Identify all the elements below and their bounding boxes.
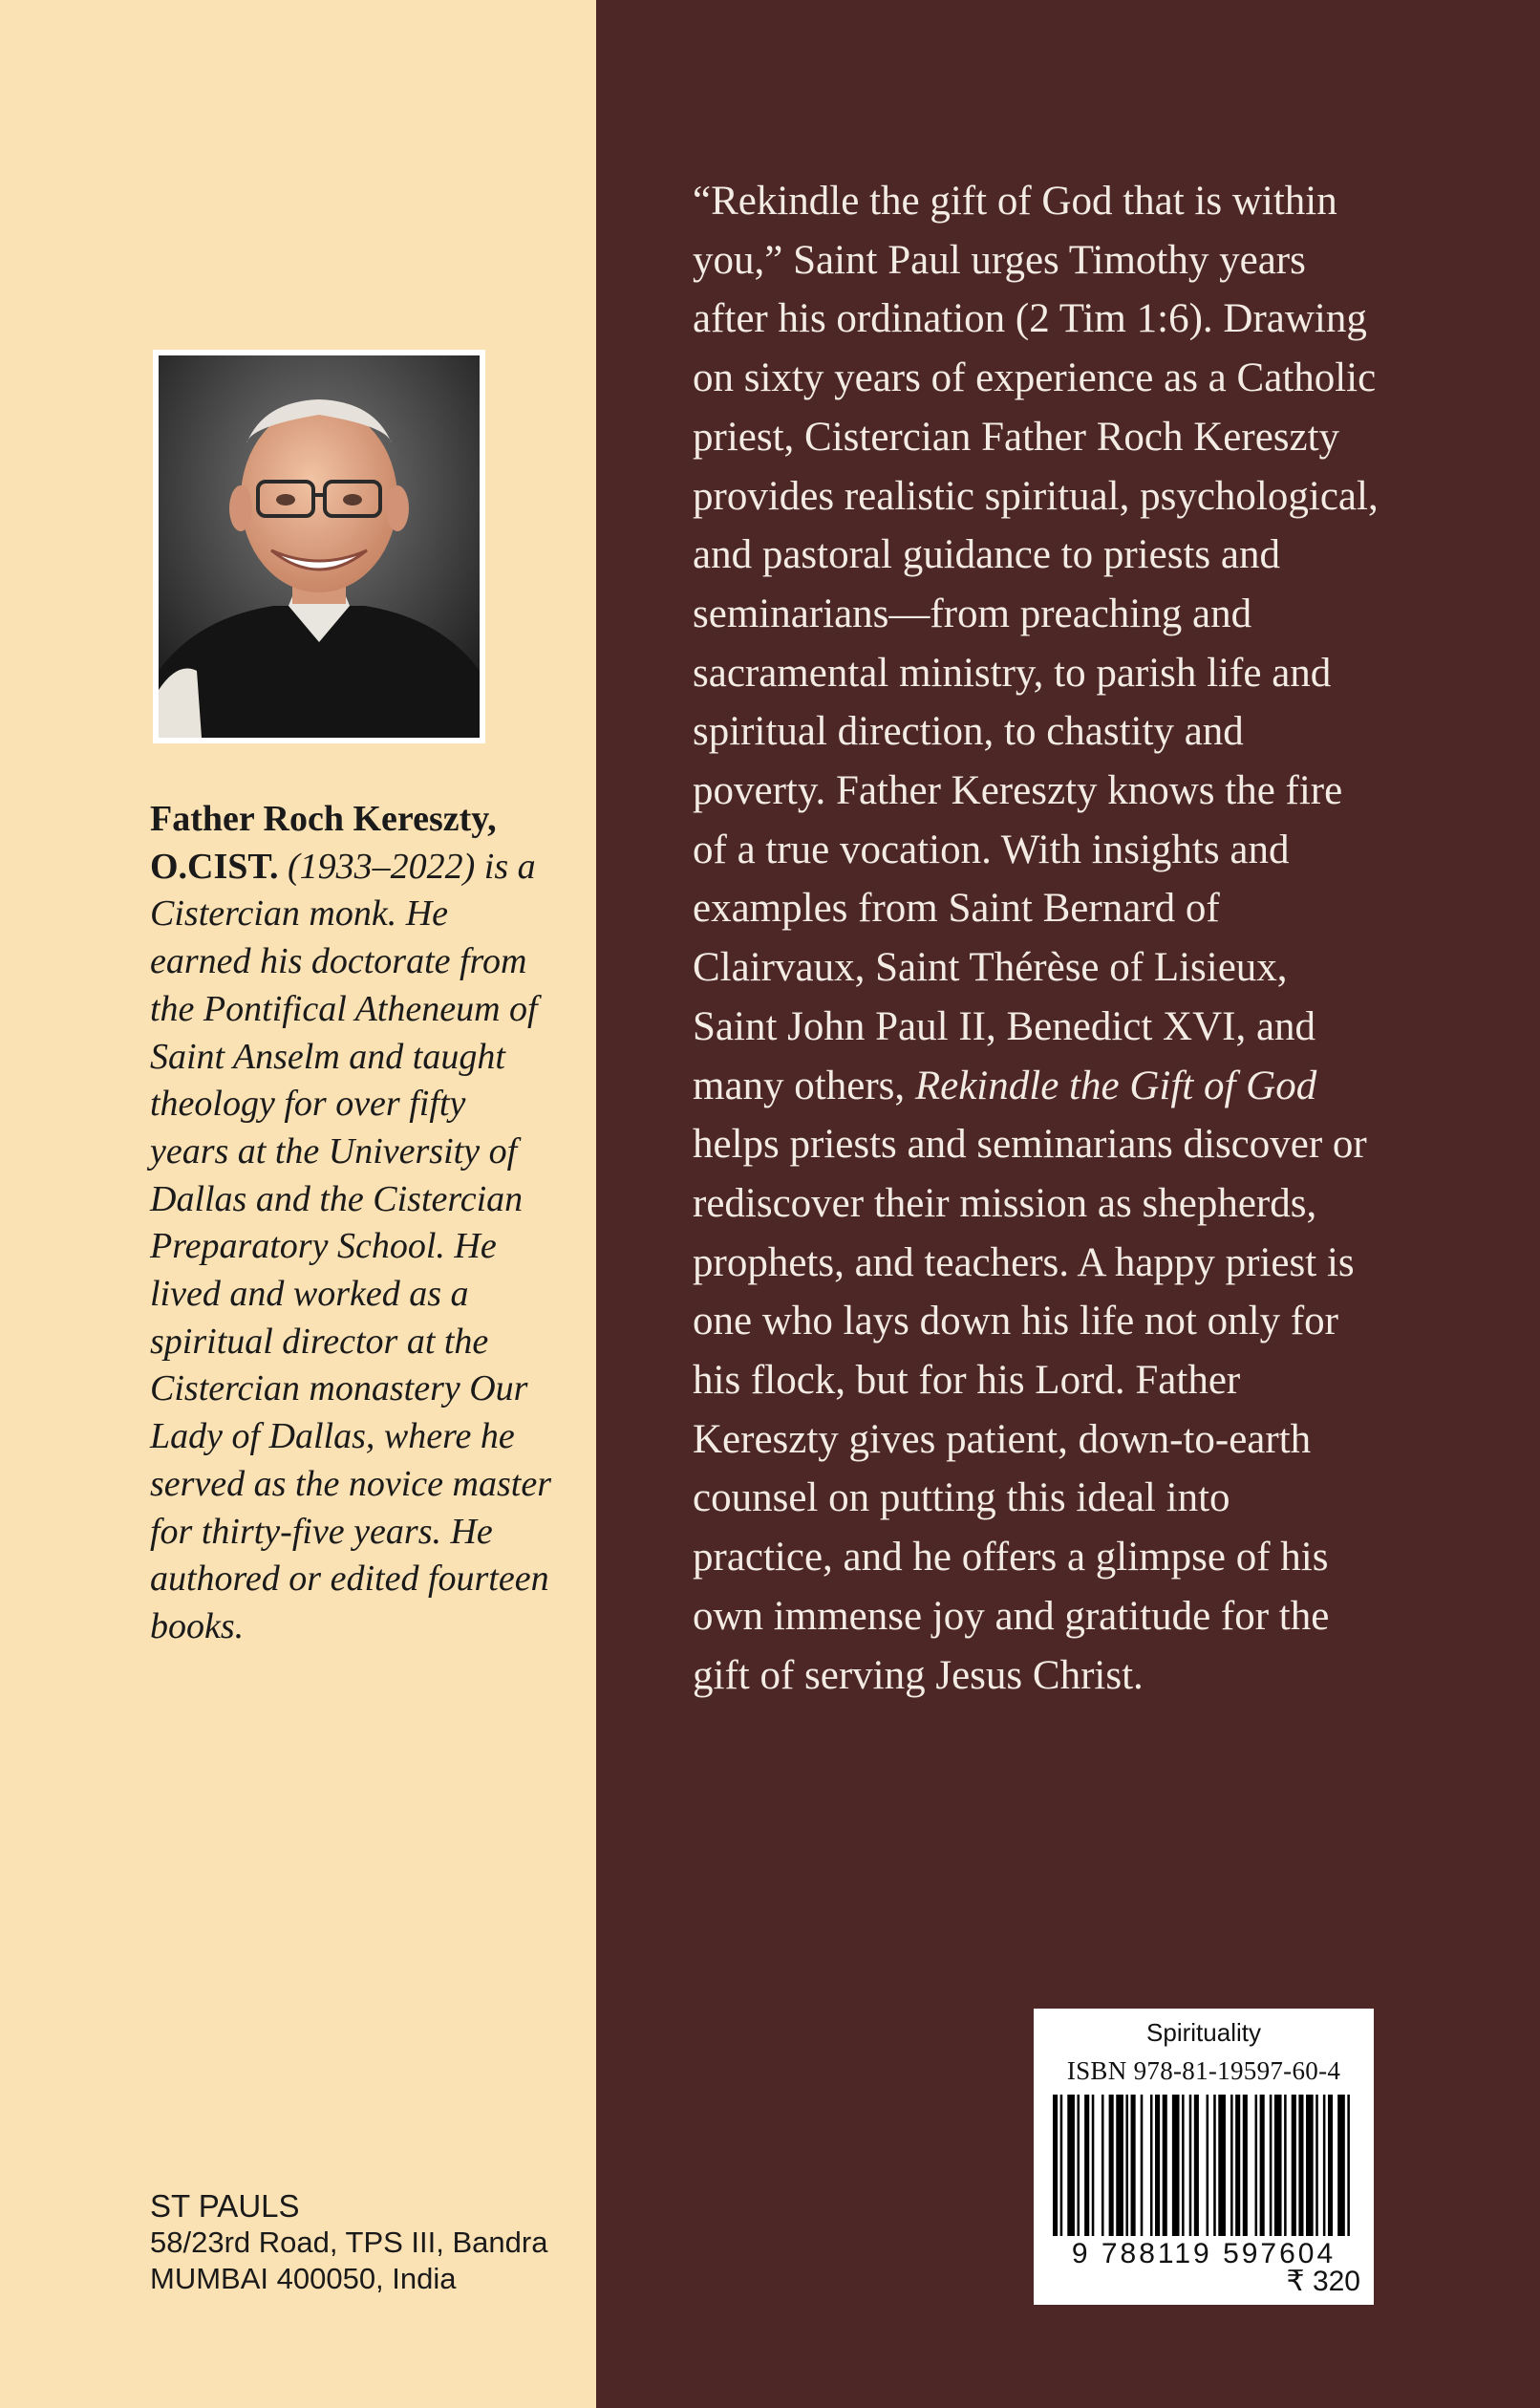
barcode-bar [1194, 2095, 1199, 2236]
barcode-bar [1315, 2095, 1318, 2236]
barcode-bar [1182, 2095, 1185, 2236]
barcode-bar [1260, 2095, 1265, 2236]
barcode-bar [1084, 2095, 1089, 2236]
barcode-bar [1141, 2095, 1144, 2236]
barcode-bar [1189, 2095, 1192, 2236]
barcode-bar [1323, 2095, 1326, 2236]
author-name: Father Roch Kereszty, [150, 799, 497, 839]
barcode-bar [1150, 2095, 1153, 2236]
blurb-book-title: Rekindle the Gift of God [914, 1063, 1317, 1108]
barcode-bar [1328, 2095, 1333, 2236]
barcode-digits: 9 788119 597604 [1071, 2238, 1337, 2269]
publisher-address-line1: 58/23rd Road, TPS III, Bandra [150, 2225, 548, 2259]
barcode-bar [1060, 2095, 1063, 2236]
publisher-name: ST PAULS [150, 2188, 300, 2224]
barcode-bar [1067, 2095, 1075, 2236]
isbn-label: ISBN 978-81-19597-60-4 [1066, 2056, 1341, 2085]
barcode-bar [1298, 2095, 1303, 2236]
author-bio [150, 796, 551, 1651]
blurb-text-part2: helps priests and seminarians discover or rediscover their mission as shepherds, prophets, and teachers. A happy priest is one who lays down his life not only for his flock, but for his Lord. Father Kereszty gives patient, down-to-earth counsel on putting this ideal into practice, and he offers a glimpse of his own immense joy and gratitude for the gift of serving Jesus Christ. [693, 1122, 1367, 1698]
publisher-info [150, 2188, 547, 2297]
barcode-bar [1274, 2095, 1282, 2236]
barcode-bar [1255, 2095, 1258, 2236]
barcode-bar [1347, 2095, 1350, 2236]
price-label: ₹ 320 [1286, 2266, 1360, 2297]
author-photo [153, 350, 485, 743]
barcode-bar [1306, 2095, 1314, 2236]
barcode-bar [1077, 2095, 1080, 2236]
barcode-bar [1213, 2095, 1216, 2236]
barcode-bar [1172, 2095, 1180, 2236]
author-dates: (1933–2022) [287, 846, 476, 887]
barcode-bar [1155, 2095, 1160, 2236]
barcode-bar [1163, 2095, 1167, 2236]
barcode-bar [1270, 2095, 1273, 2236]
barcode-bars [1053, 2095, 1355, 2236]
blurb-text-part1: “Rekindle the gift of God that is within you,” Saint Paul urges Timothy years after his ordination (2 Tim 1:6). Drawing on sixty years of experience as a Catholic priest, Cistercian Father Roch Kereszty provides realistic spiritual, psychological, and pastoral guidance to priests and seminarians—from preaching and sacramental ministry, to parish life and spiritual direction, to chastity and poverty. Father Kereszty knows the fire of a true vocation. With insights and examples from Saint Bernard of Clairvaux, Saint Thérèse of Lisieux, Saint John Paul II, Benedict XVI, and many others, [693, 179, 1379, 1108]
author-portrait-image [159, 355, 480, 738]
barcode-bar [1207, 2095, 1209, 2236]
category-label: Spirituality [1146, 2018, 1261, 2047]
barcode-bar [1092, 2095, 1095, 2236]
barcode-bar [1218, 2095, 1226, 2236]
barcode-label [1034, 2009, 1374, 2305]
barcode-bar [1102, 2095, 1104, 2236]
barcode-bar [1053, 2095, 1058, 2236]
barcode-bar [1284, 2095, 1287, 2236]
barcode-bar [1131, 2095, 1136, 2236]
barcode-bar [1230, 2095, 1233, 2236]
author-panel [0, 0, 596, 2408]
barcode-bar [1235, 2095, 1240, 2236]
author-bio-text: is a Cistercian monk. He earned his doctorate from the Pontifical Atheneum of Saint Anselm and taught theology for over fifty years at the University of Dallas and the Cistercian Preparatory School. He lived and worked as a spiritual director at the Cistercian monastery Our Lady of Dallas, where he served as the novice master for thirty-five years. He authored or edited fourteen books. [150, 846, 551, 1646]
barcode-bar [1243, 2095, 1248, 2236]
publisher-address-line2: MUMBAI 400050, India [150, 2262, 457, 2295]
book-blurb [693, 172, 1380, 1705]
barcode-bar [1125, 2095, 1128, 2236]
barcode-bar [1109, 2095, 1114, 2236]
barcode-bar [1116, 2095, 1123, 2236]
barcode-bar [1292, 2095, 1296, 2236]
barcode-bar [1337, 2095, 1345, 2236]
author-order: O.CIST. [150, 846, 279, 887]
